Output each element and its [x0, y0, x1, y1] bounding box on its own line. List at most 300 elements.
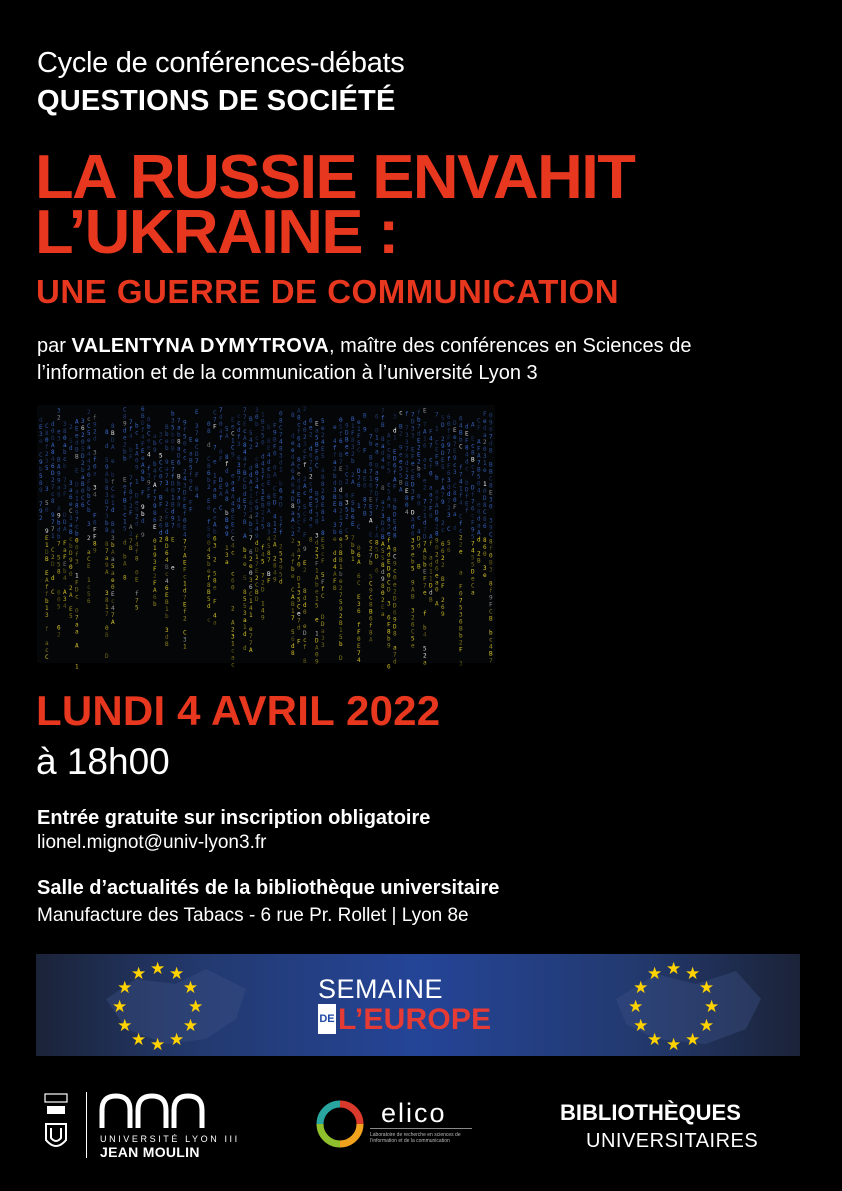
code-glyph: C: [489, 531, 493, 539]
code-glyph: f: [429, 540, 433, 548]
code-glyph: 6: [447, 547, 451, 555]
code-glyph: F: [477, 445, 481, 453]
code-glyph: 1: [339, 515, 343, 523]
code-glyph: 1: [75, 572, 79, 580]
code-glyph: f: [375, 525, 379, 533]
code-glyph: 3: [171, 417, 175, 425]
code-glyph: F: [435, 453, 439, 461]
code-glyph: b: [111, 541, 115, 549]
code-glyph: 8: [291, 649, 295, 657]
code-glyph: B: [489, 468, 493, 476]
code-glyph: a: [321, 467, 325, 475]
code-glyph: E: [141, 448, 145, 456]
code-glyph: 0: [171, 438, 175, 446]
code-glyph: e: [303, 623, 307, 631]
code-glyph: C: [51, 547, 55, 555]
code-glyph: 9: [261, 614, 265, 622]
code-glyph: E: [387, 558, 391, 566]
code-glyph: 1: [429, 575, 433, 583]
code-glyph: 0: [339, 417, 343, 425]
code-glyph: e: [213, 458, 217, 466]
code-glyph: 0: [279, 410, 283, 418]
code-glyph: E: [45, 535, 49, 543]
code-glyph: E: [315, 420, 319, 428]
code-glyph: 0: [315, 651, 319, 659]
code-glyph: d: [159, 529, 163, 537]
code-glyph: 9: [393, 616, 397, 624]
code-glyph: d: [243, 631, 247, 639]
code-glyph: a: [375, 448, 379, 456]
code-glyph: 2: [441, 519, 445, 527]
code-glyph: 5: [471, 533, 475, 541]
code-glyph: 7: [423, 498, 427, 506]
code-glyph: 3: [321, 642, 325, 650]
code-glyph: 8: [465, 444, 469, 452]
code-glyph: b: [123, 448, 127, 456]
code-glyph: 3: [447, 477, 451, 485]
code-glyph: 8: [207, 463, 211, 471]
code-glyph: 0: [387, 572, 391, 580]
code-glyph: 8: [363, 496, 367, 504]
code-glyph: 6: [411, 621, 415, 629]
code-glyph: 5: [249, 528, 253, 536]
code-glyph: C: [483, 509, 487, 517]
code-glyph: 9: [231, 451, 235, 459]
code-glyph: c: [237, 412, 241, 420]
code-glyph: B: [243, 470, 247, 478]
code-glyph: 3: [303, 441, 307, 449]
code-glyph: 6: [231, 577, 235, 585]
code-glyph: 8: [243, 442, 247, 450]
code-glyph: 5: [225, 425, 229, 433]
code-glyph: A: [45, 577, 49, 585]
code-glyph: A: [429, 533, 433, 541]
code-glyph: C: [303, 511, 307, 519]
code-glyph: 1: [51, 533, 55, 541]
code-glyph: E: [369, 496, 373, 504]
code-glyph: 1: [249, 598, 253, 606]
code-glyph: 0: [153, 537, 157, 545]
code-glyph: F: [441, 582, 445, 590]
code-glyph: f: [171, 473, 175, 481]
code-glyph: B: [471, 456, 475, 464]
code-glyph: 2: [369, 545, 373, 553]
code-glyph: 7: [153, 495, 157, 503]
code-glyph: 6: [309, 452, 313, 460]
eu-star-icon: ★: [188, 997, 204, 1016]
code-glyph: 3: [87, 520, 91, 528]
code-glyph: F: [63, 540, 67, 548]
code-glyph: 6: [153, 516, 157, 524]
code-glyph: d: [315, 539, 319, 547]
code-glyph: 6: [177, 459, 181, 467]
code-glyph: c: [393, 567, 397, 575]
code-glyph: 8: [393, 630, 397, 638]
code-glyph: 1: [171, 494, 175, 502]
code-glyph: F: [351, 492, 355, 500]
code-glyph: D: [381, 519, 385, 527]
code-glyph: A: [105, 568, 109, 576]
code-glyph: A: [75, 642, 79, 650]
library-line1: BIBLIOTHÈQUES: [560, 1100, 741, 1125]
code-glyph: A: [111, 548, 115, 556]
code-glyph: b: [207, 561, 211, 569]
code-glyph: 0: [303, 427, 307, 435]
code-glyph: 9: [57, 470, 61, 478]
code-glyph: c: [75, 523, 79, 531]
code-glyph: E: [135, 576, 139, 584]
code-glyph: 9: [57, 477, 61, 485]
code-glyph: F: [129, 510, 133, 518]
code-glyph: b: [177, 431, 181, 439]
code-glyph: 5: [399, 472, 403, 480]
code-glyph: 6: [483, 523, 487, 531]
code-glyph: 6: [81, 424, 85, 432]
code-glyph: 6: [207, 470, 211, 478]
code-glyph: c: [231, 661, 235, 669]
code-glyph: e: [75, 432, 79, 440]
code-glyph: 4: [489, 643, 493, 651]
code-glyph: e: [297, 610, 301, 618]
code-glyph: f: [459, 464, 463, 472]
code-glyph: 1: [279, 515, 283, 523]
code-glyph: 1: [261, 411, 265, 419]
code-glyph: 2: [261, 425, 265, 433]
code-glyph: 6: [375, 567, 379, 575]
code-glyph: c: [303, 448, 307, 456]
code-glyph: C: [69, 508, 73, 516]
code-glyph: B: [429, 596, 433, 604]
code-glyph: 7: [135, 597, 139, 605]
code-glyph: E: [183, 524, 187, 532]
code-glyph: 6: [471, 505, 475, 513]
code-glyph: f: [471, 491, 475, 499]
code-glyph: 3: [213, 542, 217, 550]
elico-tagline: Laboratoire de recherche en sciences de l’information et de la communication: [370, 1132, 461, 1144]
code-glyph: e: [339, 578, 343, 586]
code-glyph: 8: [105, 428, 109, 436]
code-glyph: 2: [441, 596, 445, 604]
registration-email-link[interactable]: lionel.mignot@univ-lyon3.fr: [37, 832, 267, 853]
code-glyph: 0: [51, 428, 55, 436]
code-glyph: A: [51, 442, 55, 450]
code-glyph: 6: [87, 597, 91, 605]
code-glyph: 7: [489, 433, 493, 441]
code-glyph: 3: [45, 486, 49, 494]
code-glyph: C: [447, 526, 451, 534]
code-glyph: b: [129, 447, 133, 455]
code-glyph: 9: [435, 537, 439, 545]
code-glyph: d: [477, 536, 481, 544]
code-glyph: 3: [489, 517, 493, 525]
code-glyph: D: [303, 630, 307, 638]
code-glyph: D: [135, 492, 139, 500]
code-glyph: d: [417, 542, 421, 550]
code-glyph: d: [429, 589, 433, 597]
code-glyph: E: [339, 466, 343, 474]
code-glyph: 7: [471, 498, 475, 506]
code-glyph: 3: [105, 512, 109, 520]
code-glyph: A: [225, 488, 229, 496]
code-glyph: f: [183, 510, 187, 518]
code-glyph: d: [51, 421, 55, 429]
code-glyph: 9: [165, 458, 169, 466]
code-glyph: e: [123, 434, 127, 442]
code-glyph: F: [213, 423, 217, 431]
code-glyph: 1: [261, 467, 265, 475]
eu-star-icon: ★: [117, 978, 133, 997]
code-glyph: D: [357, 467, 361, 475]
code-glyph: D: [255, 595, 259, 603]
code-glyph: B: [417, 563, 421, 571]
code-glyph: 3: [63, 596, 67, 604]
code-glyph: A: [141, 462, 145, 470]
code-glyph: f: [153, 488, 157, 496]
code-glyph: 7: [297, 617, 301, 625]
code-glyph: 4: [63, 603, 67, 611]
code-glyph: b: [255, 420, 259, 428]
code-glyph: A: [291, 474, 295, 482]
code-glyph: A: [291, 516, 295, 524]
code-glyph: 5: [279, 571, 283, 579]
code-glyph: 8: [255, 462, 259, 470]
code-glyph: F: [429, 505, 433, 513]
code-glyph: D: [51, 470, 55, 478]
code-glyph: B: [363, 412, 367, 420]
university-small-label: UNIVERSITÉ LYON III: [100, 1134, 240, 1144]
code-glyph: c: [183, 573, 187, 581]
code-glyph: 0: [459, 590, 463, 598]
code-glyph: b: [333, 529, 337, 537]
code-glyph: 7: [339, 592, 343, 600]
code-glyph: f: [297, 428, 301, 436]
code-glyph: 1: [243, 624, 247, 632]
code-glyph: E: [39, 424, 43, 432]
code-glyph: 7: [129, 475, 133, 483]
code-glyph: 9: [93, 547, 97, 555]
code-glyph: C: [369, 580, 373, 588]
code-glyph: 2: [57, 631, 61, 639]
code-glyph: 2: [417, 458, 421, 466]
code-glyph: 2: [159, 536, 163, 544]
code-glyph: a: [321, 628, 325, 636]
code-glyph: B: [243, 519, 247, 527]
code-glyph: 3: [183, 636, 187, 644]
code-glyph: f: [153, 474, 157, 482]
code-glyph: 0: [75, 537, 79, 545]
code-glyph: b: [249, 521, 253, 529]
code-glyph: B: [333, 585, 337, 593]
code-glyph: F: [459, 646, 463, 654]
code-glyph: E: [465, 430, 469, 438]
code-glyph: E: [369, 503, 373, 511]
code-glyph: E: [357, 642, 361, 650]
code-glyph: 5: [321, 418, 325, 426]
code-glyph: 2: [303, 434, 307, 442]
code-glyph: 0: [405, 501, 409, 509]
code-glyph: b: [147, 423, 151, 431]
code-glyph: 9: [489, 524, 493, 532]
code-glyph: e: [231, 472, 235, 480]
code-glyph: 7: [471, 540, 475, 548]
code-glyph: 6: [459, 415, 463, 423]
code-glyph: 6: [369, 482, 373, 490]
code-glyph: d: [303, 602, 307, 610]
code-glyph: c: [255, 434, 259, 442]
code-glyph: A: [291, 460, 295, 468]
code-glyph: e: [195, 437, 199, 445]
code-glyph: 7: [363, 503, 367, 511]
code-glyph: 0: [489, 412, 493, 420]
code-glyph: B: [339, 501, 343, 509]
code-glyph: 2: [231, 605, 235, 613]
code-glyph: d: [435, 558, 439, 566]
code-glyph: A: [387, 544, 391, 552]
code-glyph: 9: [225, 481, 229, 489]
code-glyph: d: [105, 442, 109, 450]
code-glyph: 1: [111, 499, 115, 507]
code-glyph: 4: [429, 435, 433, 443]
code-glyph: 8: [309, 536, 313, 544]
code-glyph: 9: [435, 460, 439, 468]
code-glyph: 5: [411, 565, 415, 573]
code-glyph: 4: [243, 554, 247, 562]
code-glyph: 8: [267, 550, 271, 558]
code-glyph: 5: [345, 506, 349, 514]
code-glyph: 4: [261, 551, 265, 559]
code-glyph: b: [435, 474, 439, 482]
code-glyph: D: [279, 501, 283, 509]
code-glyph: 7: [369, 468, 373, 476]
code-glyph: 5: [357, 439, 361, 447]
code-glyph: C: [249, 591, 253, 599]
code-glyph: 4: [459, 499, 463, 507]
code-glyph: 8: [279, 417, 283, 425]
code-glyph: E: [183, 559, 187, 567]
code-glyph: C: [315, 462, 319, 470]
code-glyph: D: [177, 452, 181, 460]
code-glyph: 0: [159, 473, 163, 481]
code-glyph: B: [111, 520, 115, 528]
code-glyph: a: [315, 427, 319, 435]
code-glyph: 4: [129, 433, 133, 441]
code-glyph: 7: [183, 538, 187, 546]
code-glyph: 3: [147, 472, 151, 480]
code-glyph: 8: [321, 481, 325, 489]
code-glyph: 5: [315, 434, 319, 442]
code-glyph: 7: [309, 459, 313, 467]
code-glyph: 8: [297, 414, 301, 422]
code-glyph: a: [243, 617, 247, 625]
code-glyph: e: [225, 523, 229, 531]
code-glyph: d: [261, 453, 265, 461]
code-glyph: F: [303, 532, 307, 540]
code-glyph: f: [45, 591, 49, 599]
code-glyph: f: [315, 504, 319, 512]
code-glyph: d: [393, 658, 397, 666]
code-glyph: c: [231, 549, 235, 557]
code-glyph: d: [381, 568, 385, 576]
code-glyph: B: [261, 418, 265, 426]
code-glyph: 5: [105, 456, 109, 464]
code-glyph: 2: [339, 585, 343, 593]
code-glyph: 5: [321, 572, 325, 580]
code-glyph: f: [447, 456, 451, 464]
code-glyph: 4: [333, 508, 337, 516]
code-glyph: F: [411, 453, 415, 461]
code-glyph: 9: [153, 551, 157, 559]
code-glyph: b: [213, 528, 217, 536]
code-glyph: B: [489, 447, 493, 455]
code-glyph: d: [393, 427, 397, 435]
code-glyph: 2: [57, 414, 61, 422]
code-glyph: f: [303, 644, 307, 652]
code-glyph: E: [231, 514, 235, 522]
code-glyph: 3: [357, 600, 361, 608]
code-glyph: d: [249, 465, 253, 473]
code-glyph: B: [213, 493, 217, 501]
code-glyph: 2: [93, 428, 97, 436]
code-glyph: 4: [261, 460, 265, 468]
code-glyph: f: [375, 497, 379, 505]
code-glyph: F: [93, 526, 97, 534]
code-glyph: D: [165, 542, 169, 550]
code-glyph: 9: [39, 459, 43, 467]
code-glyph: 3: [321, 635, 325, 643]
code-glyph: C: [345, 527, 349, 535]
code-glyph: c: [441, 526, 445, 534]
code-glyph: A: [225, 432, 229, 440]
code-glyph: f: [255, 490, 259, 498]
code-glyph: 2: [207, 484, 211, 492]
code-glyph: 9: [225, 530, 229, 538]
code-glyph: a: [69, 487, 73, 495]
code-glyph: 7: [219, 406, 223, 414]
code-glyph: B: [123, 497, 127, 505]
code-glyph: E: [321, 446, 325, 454]
code-glyph: 7: [249, 640, 253, 648]
code-glyph: 4: [231, 500, 235, 508]
code-glyph: d: [453, 524, 457, 532]
code-glyph: 5: [243, 603, 247, 611]
code-glyph: 9: [435, 495, 439, 503]
code-glyph: B: [405, 480, 409, 488]
code-glyph: C: [45, 423, 49, 431]
code-glyph: 9: [393, 497, 397, 505]
code-glyph: d: [309, 508, 313, 516]
ukraine-flag-code-image: [37, 405, 495, 671]
code-glyph: 5: [387, 467, 391, 475]
code-glyph: f: [135, 534, 139, 542]
code-glyph: 3: [57, 407, 61, 415]
code-glyph: B: [291, 600, 295, 608]
code-glyph: a: [87, 443, 91, 451]
code-glyph: 9: [237, 503, 241, 511]
code-glyph: 7: [267, 557, 271, 565]
code-glyph: c: [471, 463, 475, 471]
code-glyph: d: [279, 578, 283, 586]
code-glyph: 2: [333, 466, 337, 474]
code-glyph: D: [69, 550, 73, 558]
code-glyph: d: [291, 453, 295, 461]
code-glyph: 7: [237, 475, 241, 483]
eu-star-icon: ★: [633, 1016, 649, 1035]
code-glyph: a: [75, 488, 79, 496]
code-glyph: E: [183, 601, 187, 609]
code-glyph: b: [369, 559, 373, 567]
code-glyph: 8: [231, 507, 235, 515]
code-glyph: e: [477, 501, 481, 509]
